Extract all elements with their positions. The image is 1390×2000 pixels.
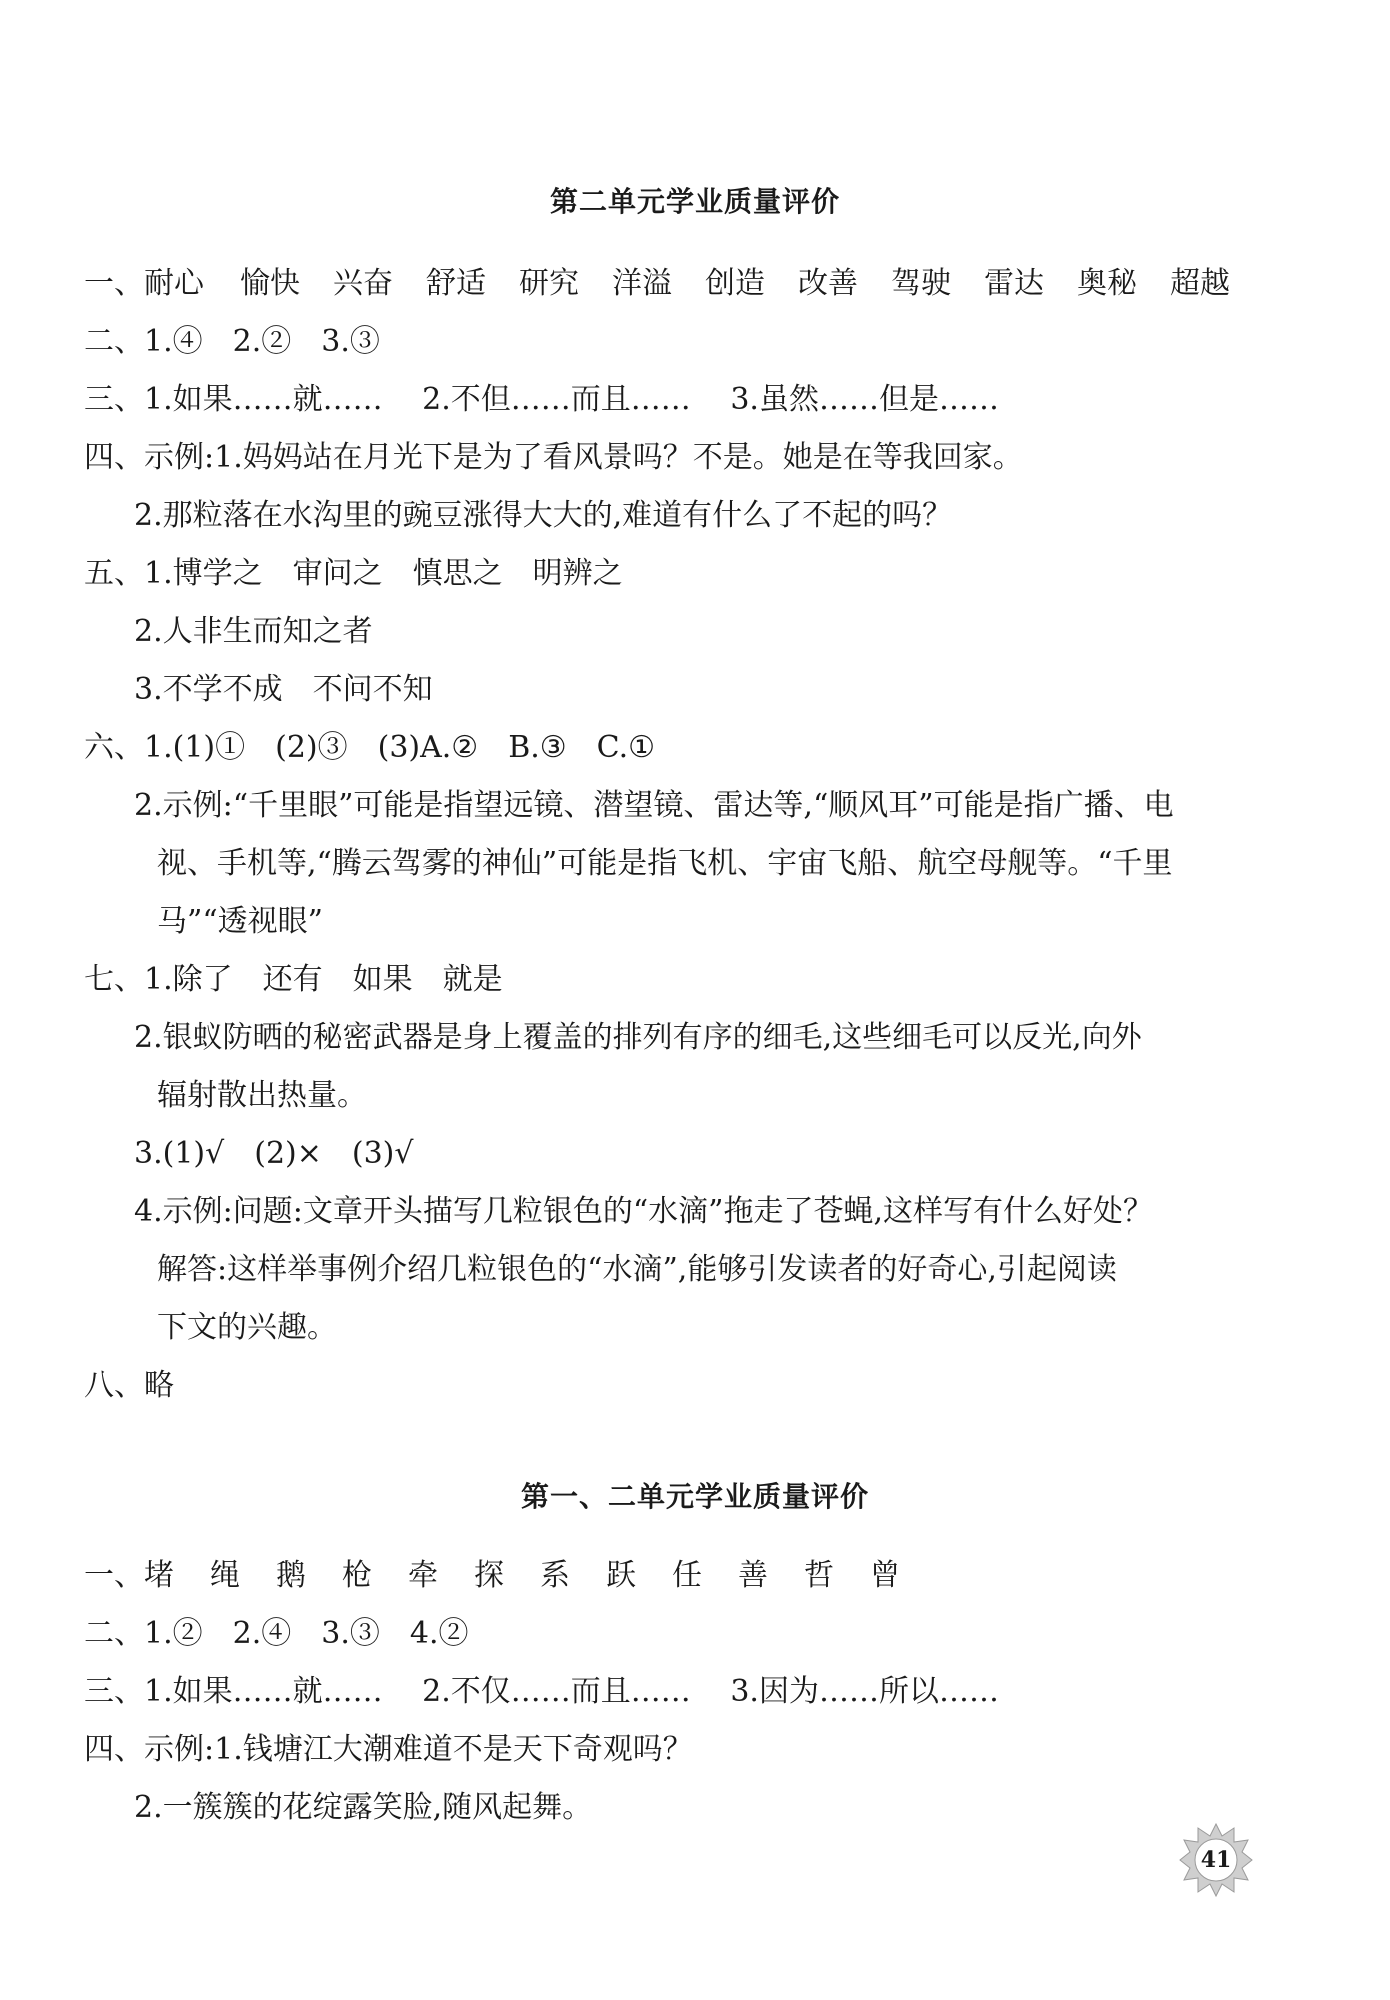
s1-q6-answer-2b: 视、手机等,“腾云驾雾的神仙”可能是指飞机、宇宙飞船、航空母舰等。“千里 <box>157 846 1173 881</box>
s2-q4-answer-1: 四、示例:1.钱塘江大潮难道不是天下奇观吗？ <box>84 1732 693 1767</box>
s1-q5-answer-3: 3.不学不成 不问不知 <box>134 672 433 707</box>
s1-q7-answer-4c: 下文的兴趣。 <box>157 1310 337 1345</box>
s1-q1-word: 研究 <box>519 266 579 301</box>
s1-q1-word: 雷达 <box>984 266 1044 301</box>
s2-q1-char: 牵 <box>408 1558 438 1593</box>
s2-q1-char: 任 <box>672 1558 702 1593</box>
s1-q1-word: 愉快 <box>240 266 300 301</box>
s2-q3-answer: 三、1.如果……就…… 2.不仅……而且…… 3.因为……所以…… <box>84 1674 999 1709</box>
s2-q4-answer-2: 2.一簇簇的花绽露笑脸,随风起舞。 <box>134 1790 593 1825</box>
s1-q3-answer: 三、1.如果……就…… 2.不但……而且…… 3.虽然……但是…… <box>84 382 999 417</box>
s1-q7-answer-2a: 2.银蚁防晒的秘密武器是身上覆盖的排列有序的细毛,这些细毛可以反光,向外 <box>134 1020 1142 1055</box>
s2-q2-answer: 二、1.② 2.④ 3.③ 4.② <box>84 1616 469 1651</box>
s1-q7-answer-4a: 4.示例:问题:文章开头描写几粒银色的“水滴”拖走了苍蝇,这样写有什么好处？ <box>134 1194 1154 1229</box>
s1-q1-word: 创造 <box>705 266 765 301</box>
s1-q1-answer-line <box>84 266 1230 302</box>
section1-title: 第二单元学业质量评价 <box>549 185 840 218</box>
s1-q6-answer-1: 六、1.(1)① (2)③ (3)A.② B.③ C.① <box>84 730 655 765</box>
s1-q5-answer-1: 五、1.博学之 审问之 慎思之 明辨之 <box>84 556 623 591</box>
s2-q1-char: 绳 <box>210 1558 240 1593</box>
s1-q1-word: 奥秘 <box>1077 266 1137 301</box>
s1-q8-answer: 八、略 <box>84 1368 174 1403</box>
s2-q1-prefix: 一、 <box>84 1558 144 1593</box>
s1-q1-word: 洋溢 <box>612 266 672 301</box>
s1-q7-answer-2b: 辐射散出热量。 <box>157 1078 367 1113</box>
section2-title: 第一、二单元学业质量评价 <box>520 1480 869 1513</box>
page-number: 41 <box>1200 1847 1232 1873</box>
s1-q1-word: 兴奋 <box>333 266 393 301</box>
s1-q4-answer-1: 四、示例:1.妈妈站在月光下是为了看风景吗？不是。她是在等我回家。 <box>84 440 1023 475</box>
s2-q1-char: 系 <box>540 1558 570 1593</box>
s2-q1-char: 曾 <box>870 1558 900 1593</box>
s2-q1-char: 跃 <box>606 1558 636 1593</box>
s1-q7-answer-3: 3.(1)√ (2)× (3)√ <box>134 1136 414 1171</box>
s2-q1-char: 堵 <box>144 1558 174 1593</box>
s1-q1-word: 超越 <box>1170 266 1230 301</box>
s2-q1-char: 探 <box>474 1558 504 1593</box>
s1-q7-answer-1: 七、1.除了 还有 如果 就是 <box>84 962 503 997</box>
s1-q1-word: 改善 <box>798 266 858 301</box>
s2-q1-char: 鹅 <box>276 1558 306 1593</box>
s1-q4-answer-2: 2.那粒落在水沟里的豌豆涨得大大的,难道有什么了不起的吗？ <box>134 498 953 533</box>
s2-q1-answer-line <box>84 1558 900 1594</box>
s1-q1-word: 驾驶 <box>891 266 951 301</box>
s2-q1-char: 善 <box>738 1558 768 1593</box>
s2-q1-char: 枪 <box>342 1558 372 1593</box>
s2-q1-char: 哲 <box>804 1558 834 1593</box>
s1-q5-answer-2: 2.人非生而知之者 <box>134 614 373 649</box>
s1-q1-word: 舒适 <box>426 266 486 301</box>
page-number-badge <box>1178 1822 1254 1898</box>
s1-q1-prefix: 一、 <box>84 266 144 301</box>
s1-q2-answer: 二、1.④ 2.② 3.③ <box>84 324 380 359</box>
s1-q6-answer-2a: 2.示例:“千里眼”可能是指望远镜、潜望镜、雷达等,“顺风耳”可能是指广播、电 <box>134 788 1174 823</box>
s1-q1-word: 耐心 <box>144 266 204 301</box>
s1-q7-answer-4b: 解答:这样举事例介绍几粒银色的“水滴”,能够引发读者的好奇心,引起阅读 <box>157 1252 1117 1287</box>
s1-q6-answer-2c: 马”“透视眼” <box>157 904 324 939</box>
